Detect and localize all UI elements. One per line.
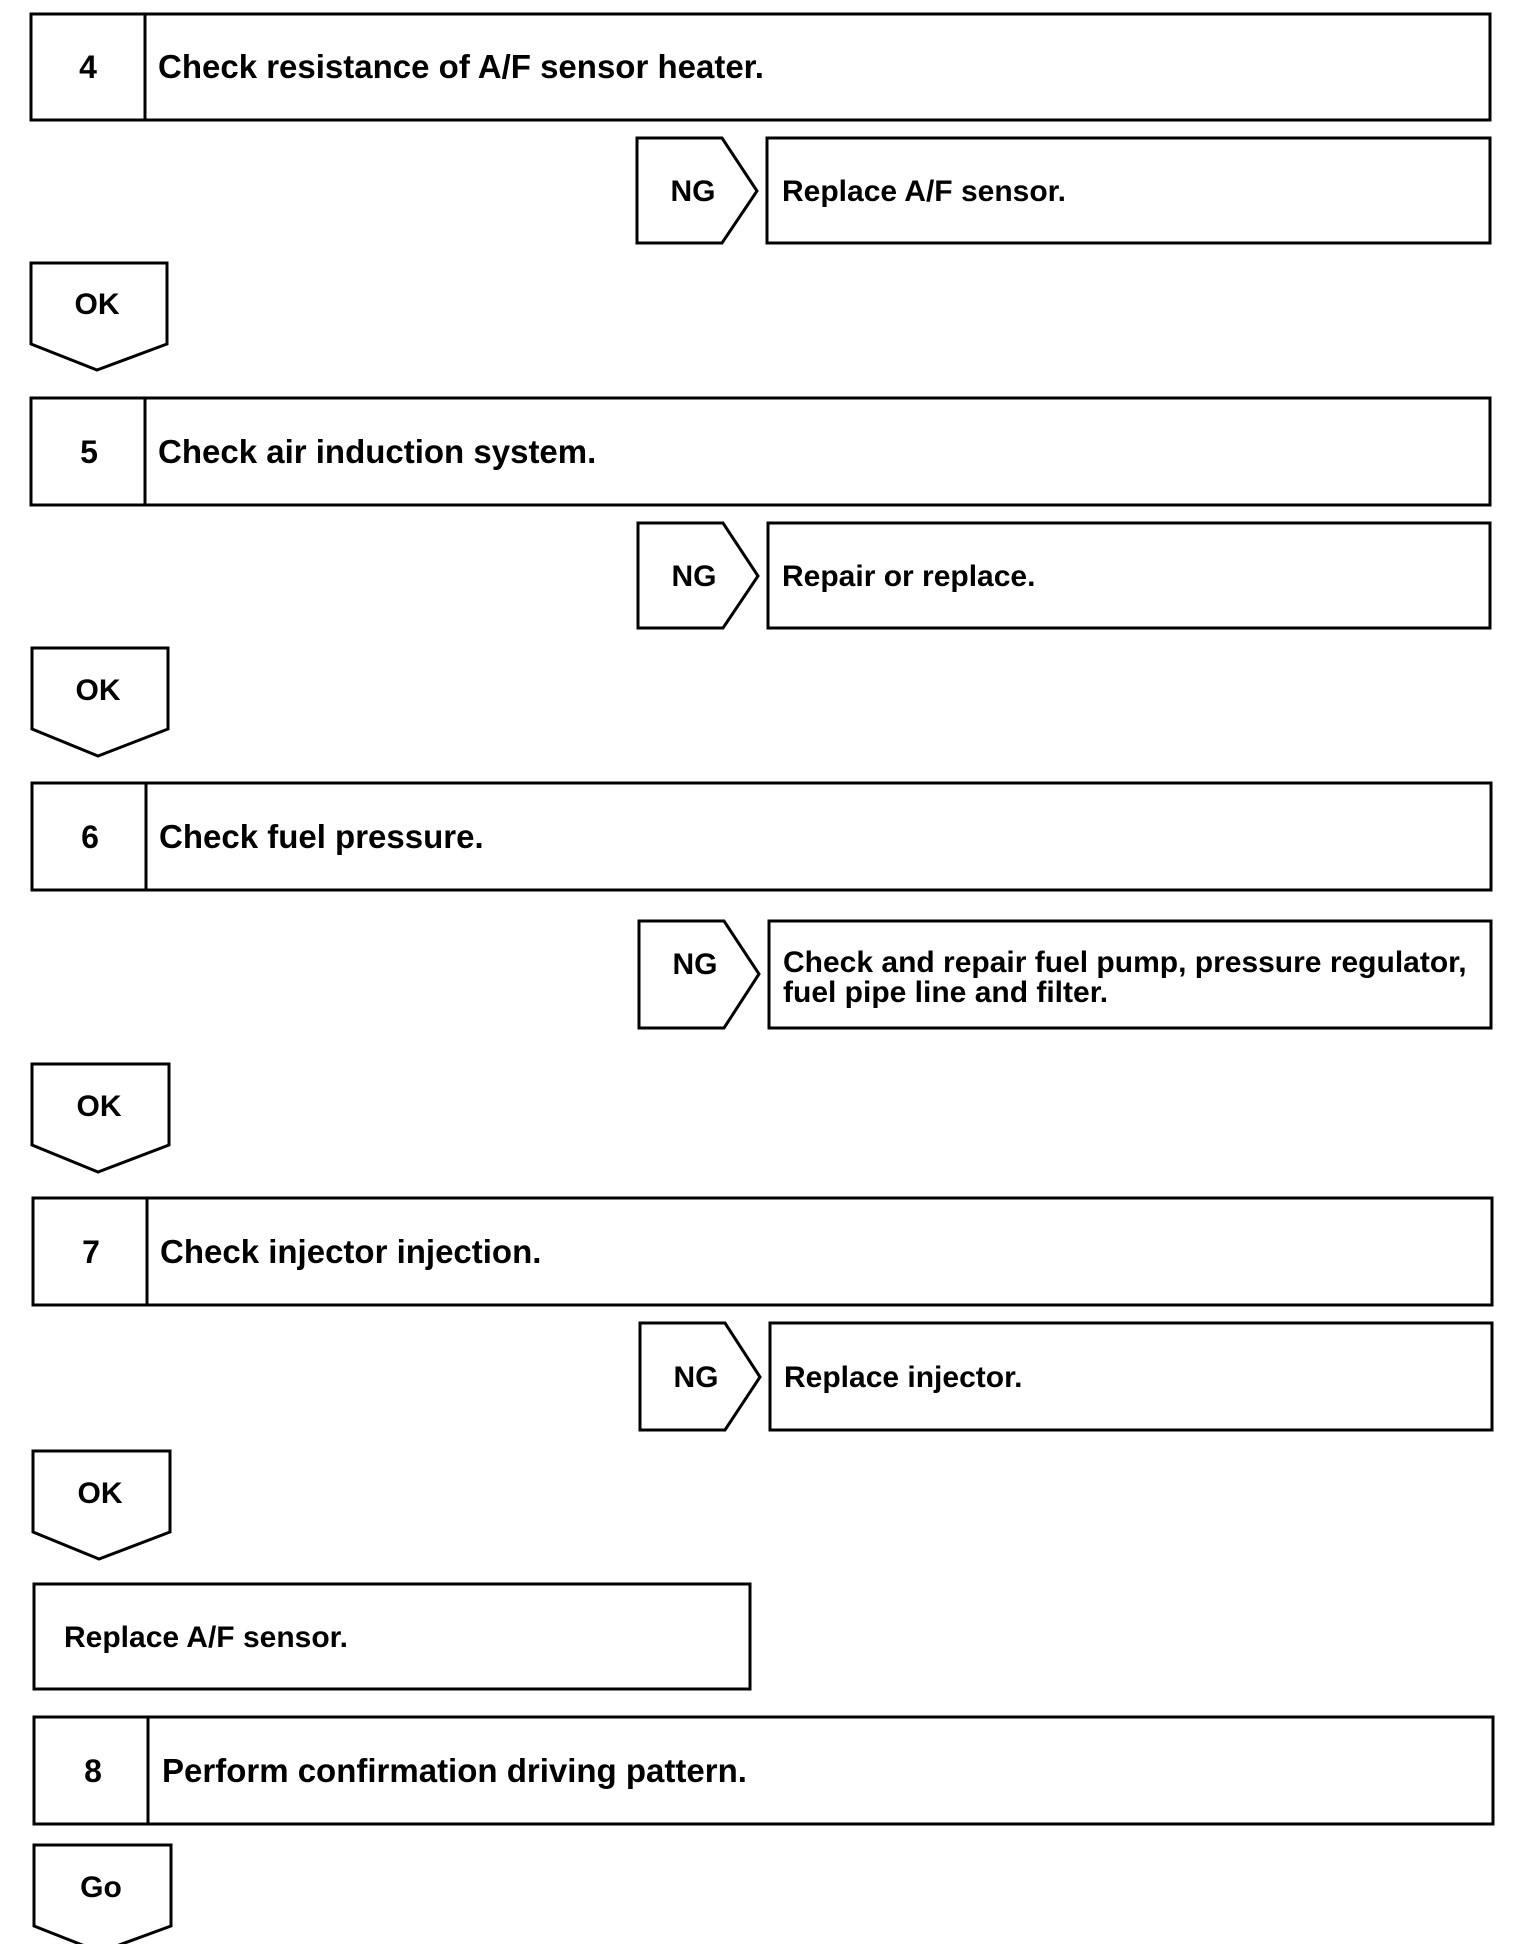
step-7-ok-branch xyxy=(33,1451,170,1559)
step-7-ng-branch xyxy=(640,1323,1492,1430)
step-8-number: 8 xyxy=(84,1753,102,1789)
step-6-title: Check fuel pressure. xyxy=(159,818,484,855)
step-4-ng-action: Replace A/F sensor. xyxy=(782,175,1067,208)
step-5 xyxy=(31,398,1490,505)
step-4-number: 4 xyxy=(79,49,97,85)
step-6 xyxy=(32,783,1491,890)
step-4-ng-label: NG xyxy=(670,175,716,208)
step-5-ng-action: Repair or replace. xyxy=(782,560,1036,593)
step-8-go-label: Go xyxy=(80,1871,122,1904)
step-7-ng-action: Replace injector. xyxy=(784,1361,1023,1394)
step-8-title: Perform confirmation driving pattern. xyxy=(162,1752,747,1789)
step-6-number: 6 xyxy=(81,819,99,855)
step-8 xyxy=(34,1717,1493,1824)
step-5-title: Check air induction system. xyxy=(158,433,597,470)
step-5-number: 5 xyxy=(80,434,98,470)
step-7-title: Check injector injection. xyxy=(160,1233,542,1270)
step-8-go-branch xyxy=(34,1845,171,1944)
step-6-ok-label: OK xyxy=(76,1090,122,1123)
step-4 xyxy=(31,14,1490,120)
step-6-ng-label: NG xyxy=(672,948,718,981)
step-6-ng-branch xyxy=(639,921,1491,1028)
step-7-number: 7 xyxy=(82,1234,100,1270)
step-4-title: Check resistance of A/F sensor heater. xyxy=(158,48,764,85)
step-5-ng-label: NG xyxy=(671,560,717,593)
step-4-ok-branch xyxy=(31,263,167,370)
step-4-ok-label: OK xyxy=(74,288,120,321)
step-7-ok-label: OK xyxy=(77,1477,123,1510)
step-6-ng-action-line-2: fuel pipe line and filter. xyxy=(783,976,1109,1009)
step-4-ng-branch xyxy=(637,138,1490,243)
step-5-ok-label: OK xyxy=(75,674,121,707)
final-action-text: Replace A/F sensor. xyxy=(64,1621,349,1654)
final-action xyxy=(34,1584,750,1689)
step-7-ng-label: NG xyxy=(673,1361,719,1394)
step-7 xyxy=(33,1198,1492,1305)
step-5-ok-branch xyxy=(32,648,168,756)
step-5-ng-branch xyxy=(638,523,1490,628)
step-6-ok-branch xyxy=(32,1064,169,1172)
step-6-ng-action-line-1: Check and repair fuel pump, pressure regulator, xyxy=(783,946,1467,979)
